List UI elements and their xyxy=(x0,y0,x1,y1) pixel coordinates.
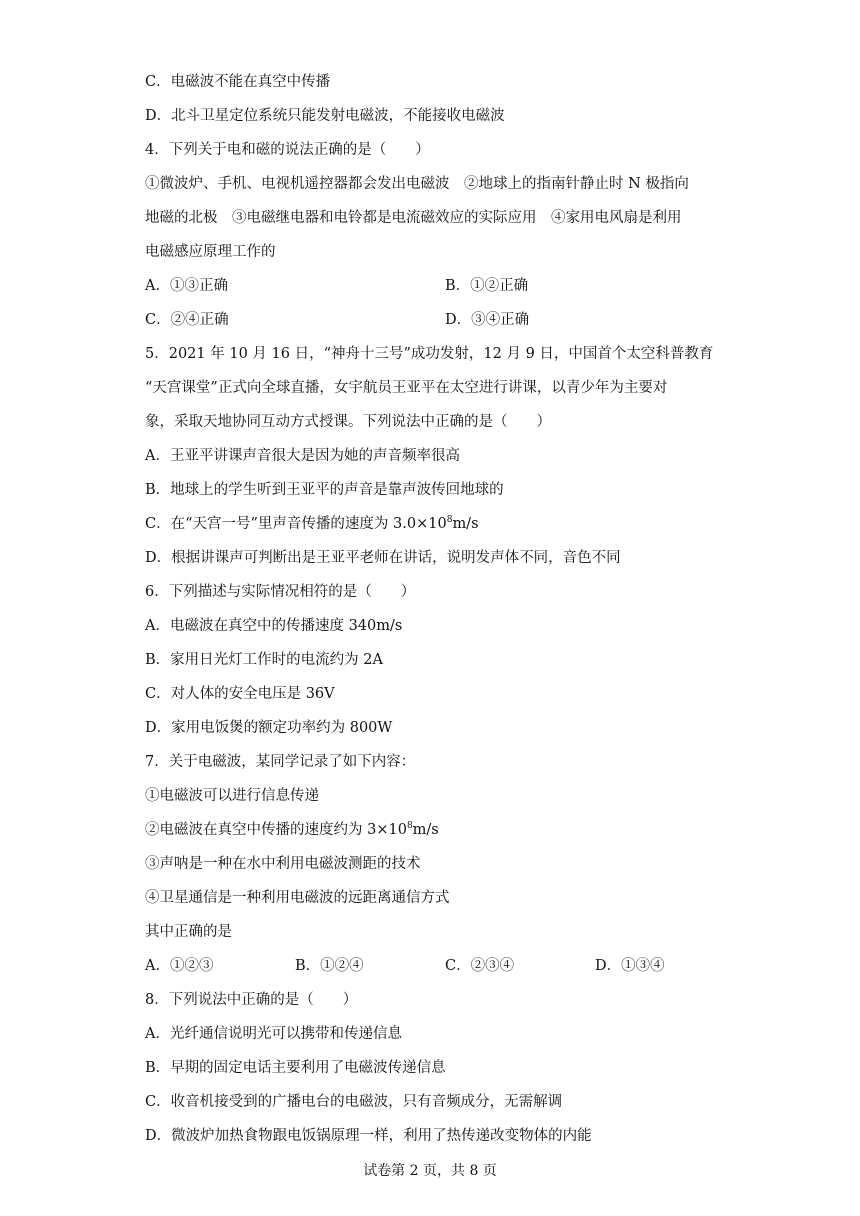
q7-option-d: D．①③④ xyxy=(595,958,665,974)
q4-option-b: B．①②正确 xyxy=(445,278,529,294)
q3-option-c: C．电磁波不能在真空中传播 xyxy=(145,74,331,90)
q3-option-d: D．北斗卫星定位系统只能发射电磁波，不能接收电磁波 xyxy=(145,108,505,124)
q4-option-c: C．②④正确 xyxy=(145,312,229,328)
q7-item-1: ①电磁波可以进行信息传递 xyxy=(145,788,319,804)
q8-option-d: D．微波炉加热食物跟电饭锅原理一样，利用了热传递改变物体的内能 xyxy=(145,1128,592,1144)
q5-option-d: D．根据讲课声可判断出是王亚平老师在讲话，说明发声体不同，音色不同 xyxy=(145,550,621,566)
q8-stem: 8．下列说法中正确的是（ ） xyxy=(145,992,358,1008)
q4-option-d: D．③④正确 xyxy=(445,312,530,328)
q7-item-2 xyxy=(145,819,439,841)
q4-stem: 4．下列关于电和磁的说法正确的是（ ） xyxy=(145,142,430,158)
q5-option-c xyxy=(145,513,479,535)
q7-option-a: A．①②③ xyxy=(145,958,214,974)
q7-item-3: ③声呐是一种在水中利用电磁波测距的技术 xyxy=(145,856,421,872)
q5-stem-line-2: “天宫课堂”正式向全球直播，女宇航员王亚平在太空进行讲课，以青少年为主要对 xyxy=(145,380,668,396)
q6-stem: 6．下列描述与实际情况相符的是（ ） xyxy=(145,584,416,600)
q4-statement-line-3: 电磁感应原理工作的 xyxy=(145,244,276,260)
q4-option-a: A．①③正确 xyxy=(145,278,228,294)
q7-item-2-unit: m/s xyxy=(412,822,439,838)
q8-option-b: B．早期的固定电话主要利用了电磁波传递信息 xyxy=(145,1060,446,1076)
q7-option-b: B．①②④ xyxy=(295,958,364,974)
q4-statement-line-1: ①微波炉、手机、电视机遥控器都会发出电磁波 ②地球上的指南针静止时 N 极指向 xyxy=(145,176,689,192)
q5-option-b: B．地球上的学生听到王亚平的声音是靠声波传回地球的 xyxy=(145,482,504,498)
q6-option-c: C．对人体的安全电压是 36V xyxy=(145,686,335,702)
q6-option-a: A．电磁波在真空中的传播速度 340m/s xyxy=(145,618,403,634)
q6-option-d: D．家用电饭煲的额定功率约为 800W xyxy=(145,720,393,736)
q5-option-a: A．王亚平讲课声音很大是因为她的声音频率很高 xyxy=(145,448,460,464)
q7-ask: 其中正确的是 xyxy=(145,924,232,940)
q5-option-c-unit: m/s xyxy=(452,516,479,532)
q8-option-a: A．光纤通信说明光可以携带和传递信息 xyxy=(145,1026,402,1042)
q6-option-b: B．家用日光灯工作时的电流约为 2A xyxy=(145,652,383,668)
q7-item-4: ④卫星通信是一种利用电磁波的远距离通信方式 xyxy=(145,890,450,906)
q8-option-c: C．收音机接受到的广播电台的电磁波，只有音频成分，无需解调 xyxy=(145,1094,563,1110)
q5-stem-line-3: 象，采取天地协同互动方式授课。下列说法中正确的是（ ） xyxy=(145,414,551,430)
q5-option-c-exponent: 8 xyxy=(446,515,453,526)
q4-statement-line-2: 地磁的北极 ③电磁继电器和电铃都是电流磁效应的实际应用 ④家用电风扇是利用 xyxy=(145,210,682,226)
page-footer: 试卷第 2 页，共 8 页 xyxy=(363,1163,497,1179)
q7-item-2-exponent: 8 xyxy=(406,821,413,832)
q7-stem: 7．关于电磁波，某同学记录了如下内容： xyxy=(145,754,416,770)
q5-option-c-text: C．在“天宫一号”里声音传播的速度为 3.0×10 xyxy=(145,516,447,532)
q5-stem-line-1: 5．2021 年 10 月 16 日，“神舟十三号”成功发射，12 月 9 日，中国首个太空科普教育 xyxy=(145,346,714,362)
q7-item-2-text: ②电磁波在真空中传播的速度约为 3×10 xyxy=(145,822,407,838)
q7-option-c: C．②③④ xyxy=(445,958,515,974)
